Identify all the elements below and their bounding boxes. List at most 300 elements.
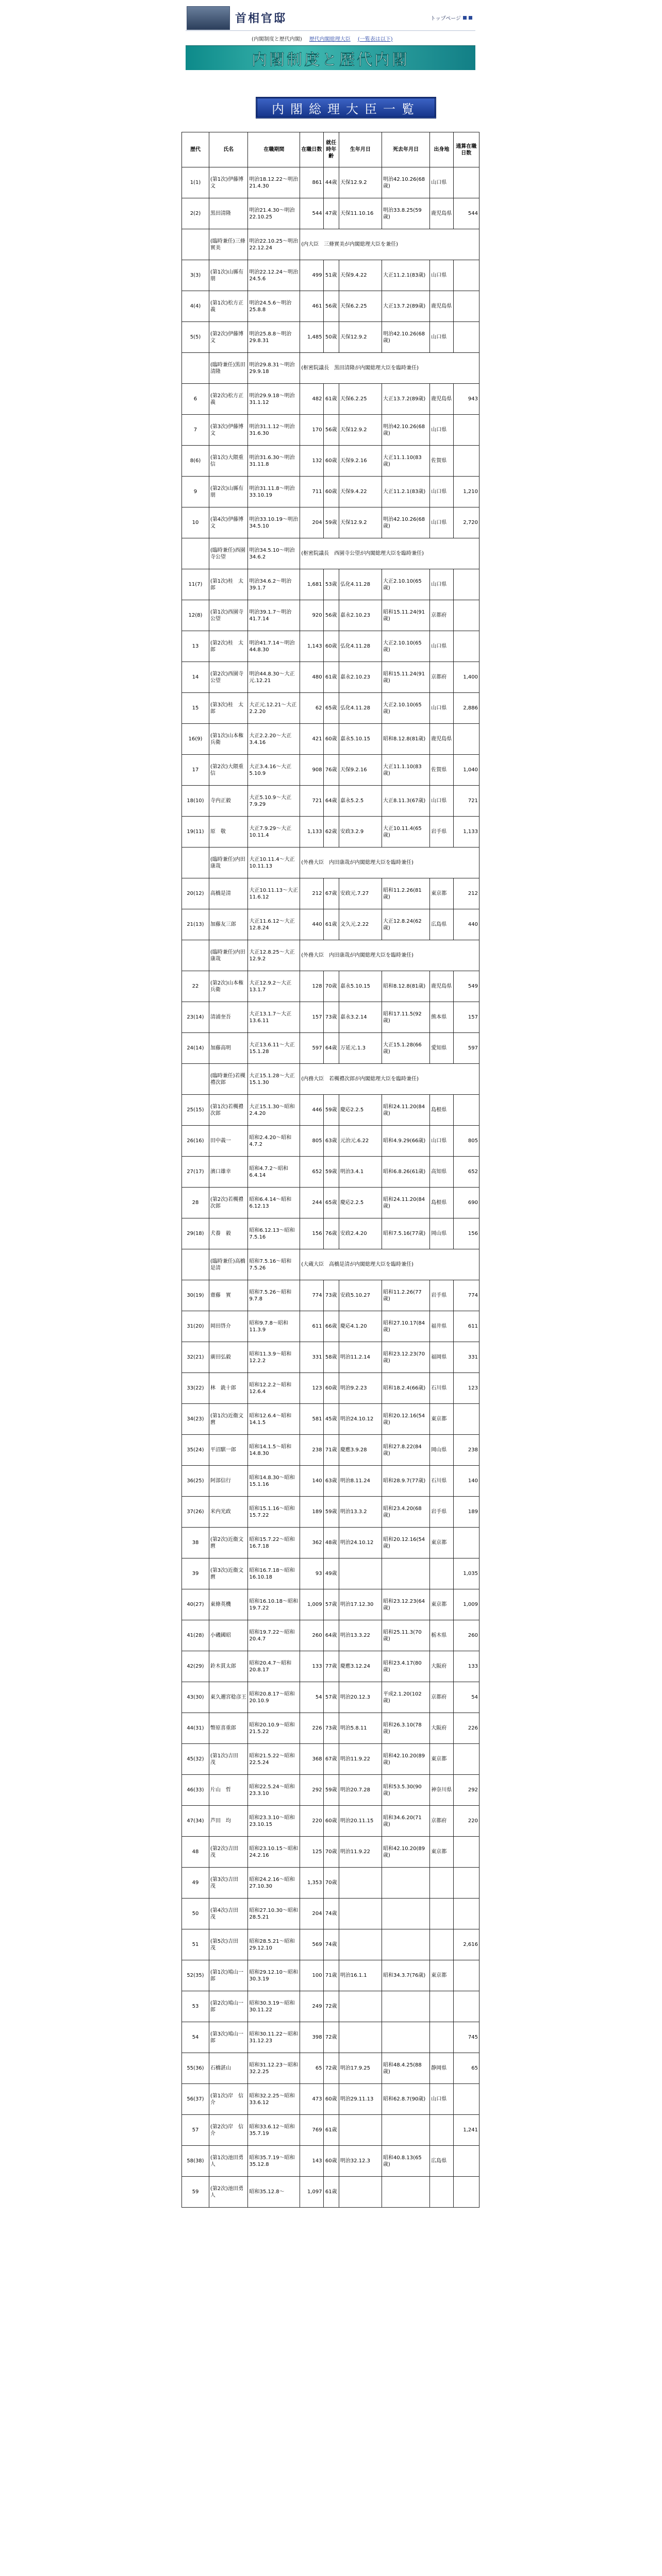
death-date — [382, 2115, 429, 2146]
days-in-office: 100 — [300, 1960, 323, 1991]
pm-name-link[interactable]: (第2次)若槻禮次郎 — [209, 1188, 248, 1218]
term-period: 昭和33.6.12～昭和35.7.19 — [248, 2115, 300, 2146]
table-row — [182, 415, 479, 446]
birth-date: 慶應3.12.24 — [339, 1651, 382, 1682]
total-days: 745 — [453, 2022, 479, 2053]
term-period: 大正元.12.21～大正2.2.20 — [248, 693, 300, 724]
days-in-office: 499 — [300, 260, 323, 291]
pm-name-link[interactable]: (第2次)近衞文麿 — [209, 1528, 248, 1558]
total-days: 544 — [453, 198, 479, 229]
pm-name-link[interactable]: (第2次)桂 太郎 — [209, 631, 248, 662]
pm-name-link[interactable]: 寺内正毅 — [209, 786, 248, 817]
pm-name-link[interactable]: (臨時兼任)若槻禮次郎 — [209, 1064, 248, 1095]
home-prefecture — [430, 2177, 453, 2208]
birth-date: 天保12.9.2 — [339, 415, 382, 446]
pm-name-link[interactable]: 岡田啓介 — [209, 1311, 248, 1342]
pm-name-link[interactable]: 芦田 均 — [209, 1806, 248, 1837]
age-at-appointment: 59歳 — [323, 1497, 339, 1528]
row-number: 36(25) — [182, 1466, 209, 1497]
death-date: 大正11.2.1(83歳) — [382, 260, 429, 291]
age-at-appointment: 71歳 — [323, 1960, 339, 1991]
death-date: 昭和27.8.22(84歳) — [382, 1435, 429, 1466]
term-period: 大正7.9.29～大正10.11.4 — [248, 817, 300, 848]
term-period: 明治24.5.6～明治25.8.8 — [248, 291, 300, 322]
age-at-appointment: 59歳 — [323, 1775, 339, 1806]
home-prefecture — [430, 2022, 453, 2053]
pm-name-link[interactable]: (第4次)伊藤博文 — [209, 507, 248, 538]
row-number: 48 — [182, 1837, 209, 1868]
death-date: 大正13.7.2(89歳) — [382, 384, 429, 415]
top-page-link[interactable]: トップページ — [430, 16, 461, 22]
pm-name-link[interactable]: (第2次)山本権兵衛 — [209, 971, 248, 1002]
row-number: 5(5) — [182, 322, 209, 353]
days-in-office: 461 — [300, 291, 323, 322]
death-date: 大正2.10.10(65歳) — [382, 569, 429, 600]
days-in-office: 133 — [300, 1651, 323, 1682]
pm-name-link[interactable]: 阿部信行 — [209, 1466, 248, 1497]
days-in-office: 1,133 — [300, 817, 323, 848]
death-date — [382, 2022, 429, 2053]
table-row — [182, 1775, 479, 1806]
pm-name-link[interactable]: (第1次)鳩山一郎 — [209, 1960, 248, 1991]
term-period: 昭和15.7.22～昭和16.7.18 — [248, 1528, 300, 1558]
total-days — [453, 1837, 479, 1868]
age-at-appointment: 72歳 — [323, 2053, 339, 2084]
term-period: 明治22.10.25～明治22.12.24 — [248, 229, 300, 260]
age-at-appointment: 61歳 — [323, 662, 339, 693]
pm-name-link[interactable]: 原 敬 — [209, 817, 248, 848]
home-prefecture: 岩手県 — [430, 817, 453, 848]
pm-name-link[interactable]: (第2次)鳩山一郎 — [209, 1991, 248, 2022]
days-in-office: 204 — [300, 507, 323, 538]
home-prefecture: 岡山県 — [430, 1218, 453, 1249]
pm-name-link[interactable]: (第1次)桂 太郎 — [209, 569, 248, 600]
row-number: 28 — [182, 1188, 209, 1218]
death-date — [382, 1991, 429, 2022]
term-period: 明治31.1.12～明治31.6.30 — [248, 415, 300, 446]
pm-name-link[interactable]: (第5次)吉田 茂 — [209, 1929, 248, 1960]
home-prefecture: 鹿児島県 — [430, 724, 453, 755]
pm-name-link[interactable]: (第2次)池田勇人 — [209, 2177, 248, 2208]
header-links — [431, 14, 472, 22]
age-at-appointment: 73歳 — [323, 1002, 339, 1033]
pm-name-link[interactable]: (第2次)西園寺公望 — [209, 662, 248, 693]
birth-date — [339, 2177, 382, 2208]
pm-name-link[interactable]: 加藤友三郎 — [209, 909, 248, 940]
pm-name-link[interactable]: (臨時兼任)黒田清隆 — [209, 353, 248, 384]
term-period: 昭和30.11.22～昭和31.12.23 — [248, 2022, 300, 2053]
term-period: 昭和20.4.7～昭和20.8.17 — [248, 1651, 300, 1682]
row-number: 58(38) — [182, 2146, 209, 2177]
age-at-appointment: 63歳 — [323, 1466, 339, 1497]
pm-name-link[interactable]: 幣原喜重郎 — [209, 1713, 248, 1744]
total-days — [453, 2084, 479, 2115]
table-row — [182, 229, 479, 260]
table-row — [182, 2022, 479, 2053]
total-days: 54 — [453, 1682, 479, 1713]
pm-name-link[interactable]: (第1次)若槻禮次郎 — [209, 1095, 248, 1126]
death-date: 昭和34.6.20(71歳) — [382, 1806, 429, 1837]
home-prefecture: 山口県 — [430, 2084, 453, 2115]
home-prefecture: 東京都 — [430, 878, 453, 909]
pm-name-link[interactable]: (臨時兼任)内田康哉 — [209, 848, 248, 878]
pm-name-link[interactable]: (第1次)吉田 茂 — [209, 1744, 248, 1775]
pm-name-link[interactable]: 石橋湛山 — [209, 2053, 248, 2084]
pm-name-link[interactable]: 平沼騏一郎 — [209, 1435, 248, 1466]
birth-date: 天保6.2.25 — [339, 291, 382, 322]
total-days — [453, 260, 479, 291]
days-in-office: 440 — [300, 909, 323, 940]
death-date: 昭和23.4.17(80歳) — [382, 1651, 429, 1682]
death-date: 平成2.1.20(102歳) — [382, 1682, 429, 1713]
total-days — [453, 1528, 479, 1558]
row-number: 41(28) — [182, 1620, 209, 1651]
home-prefecture: 大阪府 — [430, 1651, 453, 1682]
days-in-office: 170 — [300, 415, 323, 446]
pm-name-link[interactable]: (第1次)松方正義 — [209, 291, 248, 322]
term-period: 昭和7.5.16～昭和7.5.26 — [248, 1249, 300, 1280]
birth-date: 天保9.2.16 — [339, 446, 382, 477]
table-row — [182, 1991, 479, 2022]
home-prefecture: 山口県 — [430, 415, 453, 446]
table-row — [182, 1064, 479, 1095]
col-header-died: 死去年月日 — [382, 132, 429, 167]
row-number: 20(12) — [182, 878, 209, 909]
table-row — [182, 1497, 479, 1528]
table-row — [182, 786, 479, 817]
table-body — [182, 167, 479, 2208]
home-prefecture: 京都府 — [430, 1682, 453, 1713]
death-date: 昭和48.4.25(88歳) — [382, 2053, 429, 2084]
birth-date — [339, 1929, 382, 1960]
death-date: 昭和15.11.24(91歳) — [382, 600, 429, 631]
total-days — [453, 1744, 479, 1775]
days-in-office: 1,143 — [300, 631, 323, 662]
age-at-appointment: 61歳 — [323, 384, 339, 415]
total-days: 226 — [453, 1713, 479, 1744]
birth-date: 明治11.9.22 — [339, 1837, 382, 1868]
birth-date: 弘化4.11.28 — [339, 569, 382, 600]
pm-name-link[interactable]: (第1次)池田勇人 — [209, 2146, 248, 2177]
site-title[interactable]: 首相官邸 — [235, 12, 287, 25]
row-number: 22 — [182, 971, 209, 1002]
home-prefecture: 東京都 — [430, 1589, 453, 1620]
age-at-appointment: 53歳 — [323, 569, 339, 600]
term-period: 昭和20.10.9～昭和21.5.22 — [248, 1713, 300, 1744]
total-days — [453, 1991, 479, 2022]
pm-name-link[interactable]: (臨時兼任)西園寺公望 — [209, 538, 248, 569]
pm-name-link[interactable]: 田中義一 — [209, 1126, 248, 1157]
table-row — [182, 1929, 479, 1960]
home-prefecture: 山口県 — [430, 693, 453, 724]
death-date: 大正11.1.10(83歳) — [382, 755, 429, 786]
section-banner — [186, 45, 475, 70]
birth-date: 天保12.9.2 — [339, 167, 382, 198]
term-period: 明治39.1.7～明治41.7.14 — [248, 600, 300, 631]
home-prefecture — [430, 1868, 453, 1899]
total-days: 1,035 — [453, 1558, 479, 1589]
pm-name-link[interactable]: (第4次)吉田 茂 — [209, 1899, 248, 1929]
days-in-office: 398 — [300, 2022, 323, 2053]
home-prefecture: 岩手県 — [430, 1497, 453, 1528]
birth-date: 明治3.4.1 — [339, 1157, 382, 1188]
row-number: 31(20) — [182, 1311, 209, 1342]
birth-date: 慶応2.2.5 — [339, 1095, 382, 1126]
row-number: 49 — [182, 1868, 209, 1899]
days-in-office: 362 — [300, 1528, 323, 1558]
birth-date: 天保9.4.22 — [339, 260, 382, 291]
page-title-text: 内閣総理大臣一覧 — [272, 101, 420, 116]
section-label: (内閣制度と歴代内閣) — [252, 36, 302, 42]
pm-name-link[interactable]: 林 銑十郎 — [209, 1373, 248, 1404]
row-number: 37(26) — [182, 1497, 209, 1528]
age-at-appointment: 63歳 — [323, 1126, 339, 1157]
total-days: 2,616 — [453, 1929, 479, 1960]
table-row — [182, 1002, 479, 1033]
term-period: 明治41.7.14～明治44.8.30 — [248, 631, 300, 662]
age-at-appointment: 60歳 — [323, 446, 339, 477]
kantei-logo[interactable] — [187, 6, 230, 30]
birth-date — [339, 2022, 382, 2053]
pm-name-link[interactable]: 鈴木貫太郎 — [209, 1651, 248, 1682]
term-period: 昭和23.10.15～昭和24.2.16 — [248, 1837, 300, 1868]
age-at-appointment: 57歳 — [323, 1682, 339, 1713]
total-days: 212 — [453, 878, 479, 909]
pm-name-link[interactable]: (第2次)松方正義 — [209, 384, 248, 415]
death-date: 昭和4.9.29(66歳) — [382, 1126, 429, 1157]
pm-name-link[interactable]: (第2次)大隈重信 — [209, 755, 248, 786]
home-prefecture: 石川県 — [430, 1466, 453, 1497]
pm-name-link[interactable]: (第1次)山本権兵衛 — [209, 724, 248, 755]
row-number: 1(1) — [182, 167, 209, 198]
acting-note: (内大臣 三條實美が内閣総理大臣を兼任) — [300, 229, 479, 260]
table-row — [182, 1713, 479, 1744]
table-row — [182, 384, 479, 415]
total-days: 2,886 — [453, 693, 479, 724]
pm-name-link[interactable]: (第2次)山縣有朋 — [209, 477, 248, 507]
days-in-office: 249 — [300, 1991, 323, 2022]
row-number: 34(23) — [182, 1404, 209, 1435]
days-in-office: 774 — [300, 1280, 323, 1311]
pm-name-link[interactable]: (臨時兼任)内田康哉 — [209, 940, 248, 971]
home-prefecture: 山口県 — [430, 507, 453, 538]
home-prefecture: 京都府 — [430, 1806, 453, 1837]
table-row — [182, 1218, 479, 1249]
home-prefecture: 熊本県 — [430, 1002, 453, 1033]
home-prefecture: 東京都 — [430, 1837, 453, 1868]
pm-name-link[interactable]: 齋藤 實 — [209, 1280, 248, 1311]
birth-date: 嘉永5.2.5 — [339, 786, 382, 817]
pm-history-link[interactable]: 歴代内閣総理大臣 — [309, 36, 351, 42]
death-date: 大正13.7.2(89歳) — [382, 291, 429, 322]
pm-name-link[interactable]: (第1次)伊藤博文 — [209, 167, 248, 198]
age-at-appointment: 67歳 — [323, 1744, 339, 1775]
pm-name-link[interactable]: 小磯國昭 — [209, 1620, 248, 1651]
age-at-appointment: 60歳 — [323, 2084, 339, 2115]
row-number: 17 — [182, 755, 209, 786]
pm-name-link[interactable]: (第3次)桂 太郎 — [209, 693, 248, 724]
pm-name-link[interactable]: (第3次)鳩山一郎 — [209, 2022, 248, 2053]
row-number: 7 — [182, 415, 209, 446]
days-in-office: 65 — [300, 2053, 323, 2084]
pm-name-link[interactable]: (第1次)岸 信介 — [209, 2084, 248, 2115]
term-period: 明治29.9.18～明治31.1.12 — [248, 384, 300, 415]
table-row — [182, 1342, 479, 1373]
total-days — [453, 1960, 479, 1991]
birth-date: 天保9.4.22 — [339, 477, 382, 507]
death-date: 昭和11.2.26(81歳) — [382, 878, 429, 909]
pm-name-link[interactable]: (臨時兼任)高橋是清 — [209, 1249, 248, 1280]
table-row — [182, 1682, 479, 1713]
home-prefecture: 山口県 — [430, 167, 453, 198]
home-prefecture: 山口県 — [430, 477, 453, 507]
total-days: 2,720 — [453, 507, 479, 538]
age-at-appointment: 59歳 — [323, 507, 339, 538]
term-period: 昭和6.12.13～昭和7.5.16 — [248, 1218, 300, 1249]
death-date: 昭和27.10.17(84歳) — [382, 1311, 429, 1342]
pm-name-link[interactable]: (臨時兼任)三條實美 — [209, 229, 248, 260]
birth-date: 明治11.9.22 — [339, 1744, 382, 1775]
term-period: 明治31.6.30～明治31.11.8 — [248, 446, 300, 477]
death-date: 明治42.10.26(68歳) — [382, 507, 429, 538]
term-period: 昭和30.3.19～昭和30.11.22 — [248, 1991, 300, 2022]
total-days: 611 — [453, 1311, 479, 1342]
death-date: 明治42.10.26(68歳) — [382, 167, 429, 198]
home-prefecture: 栃木県 — [430, 1620, 453, 1651]
days-in-office: 482 — [300, 384, 323, 415]
age-at-appointment: 74歳 — [323, 1899, 339, 1929]
age-at-appointment: 64歳 — [323, 786, 339, 817]
pm-name-link[interactable]: 黒田清隆 — [209, 198, 248, 229]
term-period: 大正10.11.4～大正10.11.13 — [248, 848, 300, 878]
col-header-age: 就任時年齢 — [323, 132, 339, 167]
prime-minister-table — [181, 132, 479, 2208]
total-days: 292 — [453, 1775, 479, 1806]
pm-name-link[interactable]: (第1次)大隈重信 — [209, 446, 248, 477]
pm-name-link[interactable]: 廣田弘毅 — [209, 1342, 248, 1373]
table-row — [182, 693, 479, 724]
acting-note: (外務大臣 内田康哉が内閣総理大臣を臨時兼任) — [300, 848, 479, 878]
birth-date: 明治24.10.12 — [339, 1528, 382, 1558]
term-period: 大正11.6.12～大正12.8.24 — [248, 909, 300, 940]
table-row — [182, 1837, 479, 1868]
death-date: 昭和17.11.5(92歳) — [382, 1002, 429, 1033]
total-days: 721 — [453, 786, 479, 817]
pm-name-link[interactable]: (第1次)西園寺公望 — [209, 600, 248, 631]
pm-name-link[interactable]: (第3次)近衞文麿 — [209, 1558, 248, 1589]
pm-name-link[interactable]: (第1次)山縣有朋 — [209, 260, 248, 291]
death-date: 昭和8.12.8(81歳) — [382, 724, 429, 755]
age-at-appointment: 60歳 — [323, 1806, 339, 1837]
birth-date: 天保12.9.2 — [339, 322, 382, 353]
days-in-office: 156 — [300, 1218, 323, 1249]
header-subnav — [186, 31, 475, 45]
pm-name-link[interactable]: 片山 哲 — [209, 1775, 248, 1806]
birth-date: 天保6.2.25 — [339, 384, 382, 415]
pm-name-link[interactable]: 濱口雄幸 — [209, 1157, 248, 1188]
square-icon — [463, 16, 467, 20]
death-date: 昭和53.5.30(90歳) — [382, 1775, 429, 1806]
total-days — [453, 1868, 479, 1899]
death-date: 昭和62.8.7(90歳) — [382, 2084, 429, 2115]
term-period: 昭和2.4.20～昭和4.7.2 — [248, 1126, 300, 1157]
row-number: 29(18) — [182, 1218, 209, 1249]
home-prefecture: 鹿児島県 — [430, 384, 453, 415]
birth-date: 慶應3.9.28 — [339, 1435, 382, 1466]
death-date: 大正11.2.1(83歳) — [382, 477, 429, 507]
term-period: 明治44.8.30～大正元.12.21 — [248, 662, 300, 693]
total-days: 156 — [453, 1218, 479, 1249]
pm-name-link[interactable]: (第2次)伊藤博文 — [209, 322, 248, 353]
term-period: 昭和19.7.22～昭和20.4.7 — [248, 1620, 300, 1651]
home-prefecture: 広島県 — [430, 2146, 453, 2177]
table-row — [182, 631, 479, 662]
total-days: 133 — [453, 1651, 479, 1682]
list-link[interactable]: (一覧表は以下) — [357, 36, 393, 42]
pm-name-link[interactable]: 米内光政 — [209, 1497, 248, 1528]
home-prefecture: 神奈川県 — [430, 1775, 453, 1806]
pm-name-link[interactable]: 高橋是清 — [209, 878, 248, 909]
pm-name-link[interactable]: (第3次)吉田 茂 — [209, 1868, 248, 1899]
days-in-office: 1,681 — [300, 569, 323, 600]
table-row — [182, 2084, 479, 2115]
birth-date: 明治24.10.12 — [339, 1404, 382, 1435]
total-days: 1,210 — [453, 477, 479, 507]
pm-name-link[interactable]: 犬養 毅 — [209, 1218, 248, 1249]
death-date — [382, 2177, 429, 2208]
pm-name-link[interactable]: (第1次)近衞文麿 — [209, 1404, 248, 1435]
birth-date: 明治17.12.30 — [339, 1589, 382, 1620]
days-in-office: 569 — [300, 1929, 323, 1960]
home-prefecture — [430, 2115, 453, 2146]
pm-name-link[interactable]: 加藤高明 — [209, 1033, 248, 1064]
death-date: 昭和20.12.16(54歳) — [382, 1404, 429, 1435]
days-in-office: 721 — [300, 786, 323, 817]
age-at-appointment: 61歳 — [323, 909, 339, 940]
age-at-appointment: 60歳 — [323, 631, 339, 662]
pm-name-link[interactable]: 東久邇宮稔彦王 — [209, 1682, 248, 1713]
birth-date: 明治13.3.2 — [339, 1497, 382, 1528]
site-header — [186, 5, 475, 71]
death-date: 昭和11.2.26(77歳) — [382, 1280, 429, 1311]
pm-name-link[interactable]: (第2次)岸 信介 — [209, 2115, 248, 2146]
term-period: 昭和16.10.18～昭和19.7.22 — [248, 1589, 300, 1620]
term-period: 大正13.1.7～大正13.6.11 — [248, 1002, 300, 1033]
days-in-office: 446 — [300, 1095, 323, 1126]
death-date: 昭和18.2.4(66歳) — [382, 1373, 429, 1404]
table-row — [182, 1744, 479, 1775]
home-prefecture: 広島県 — [430, 909, 453, 940]
row-number: 38 — [182, 1528, 209, 1558]
death-date: 明治42.10.26(68歳) — [382, 415, 429, 446]
table-row — [182, 600, 479, 631]
pm-name-link[interactable]: 清浦奎吾 — [209, 1002, 248, 1033]
row-number — [182, 848, 209, 878]
age-at-appointment: 44歳 — [323, 167, 339, 198]
term-period: 大正15.1.30～昭和2.4.20 — [248, 1095, 300, 1126]
days-in-office: 652 — [300, 1157, 323, 1188]
home-prefecture: 大阪府 — [430, 1713, 453, 1744]
pm-name-link[interactable]: (第2次)吉田 茂 — [209, 1837, 248, 1868]
total-days — [453, 415, 479, 446]
table-row — [182, 1188, 479, 1218]
death-date: 昭和23.4.20(68歳) — [382, 1497, 429, 1528]
home-prefecture: 山口県 — [430, 569, 453, 600]
row-number: 15 — [182, 693, 209, 724]
pm-name-link[interactable]: (第3次)伊藤博文 — [209, 415, 248, 446]
pm-name-link[interactable]: 東條英機 — [209, 1589, 248, 1620]
col-header-name: 氏名 — [209, 132, 248, 167]
